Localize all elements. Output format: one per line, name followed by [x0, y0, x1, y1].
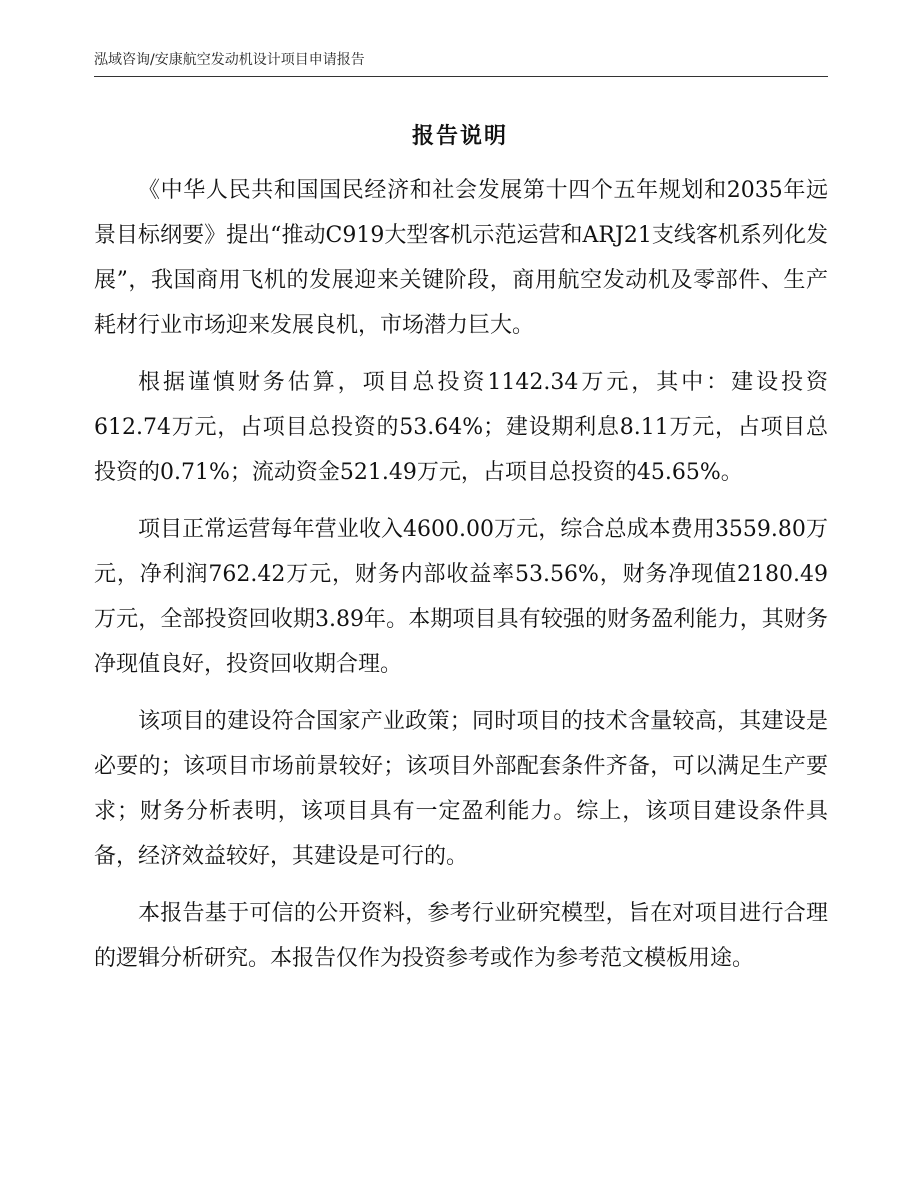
document-body — [94, 168, 828, 993]
paragraph-financial-returns: 项目正常运营每年营业收入4600.00万元，综合总成本费用3559.80万元，净利润762.42万元，财务内部收益率53.56%，财务净现值2180.49万元，全部投资回收期3.89年。本期项目具有较强的财务盈利能力，其财务净现值良好，投资回收期合理。 — [94, 517, 828, 677]
page-title: 报告说明 — [411, 124, 508, 149]
paragraph-disclaimer: 本报告基于可信的公开资料，参考行业研究模型，旨在对项目进行合理的逻辑分析研究。本报告仅作为投资参考或作为参考范文模板用途。 — [94, 901, 828, 971]
paragraph-investment-estimate: 根据谨慎财务估算，项目总投资1142.34万元，其中：建设投资612.74万元，占项目总投资的53.64%；建设期利息8.11万元，占项目总投资的0.71%；流动资金521.49万元，占项目总投资的45.65%。 — [94, 370, 828, 485]
running-header: 泓域咨询/安康航空发动机设计项目申请报告 — [94, 52, 365, 68]
header-divider — [94, 76, 828, 77]
paragraph-policy-background: 《中华人民共和国国民经济和社会发展第十四个五年规划和2035年远景目标纲要》提出“推动C919大型客机示范运营和ARJ21支线客机系列化发展”，我国商用飞机的发展迎来关键阶段，商用航空发动机及零部件、生产耗材行业市场迎来发展良机，市场潜力巨大。 — [94, 178, 828, 338]
paragraph-feasibility-conclusion: 该项目的建设符合国家产业政策；同时项目的技术含量较高，其建设是必要的；该项目市场前景较好；该项目外部配套条件齐备，可以满足生产要求；财务分析表明，该项目具有一定盈利能力。综上，该项目建设条件具备，经济效益较好，其建设是可行的。 — [94, 709, 828, 869]
